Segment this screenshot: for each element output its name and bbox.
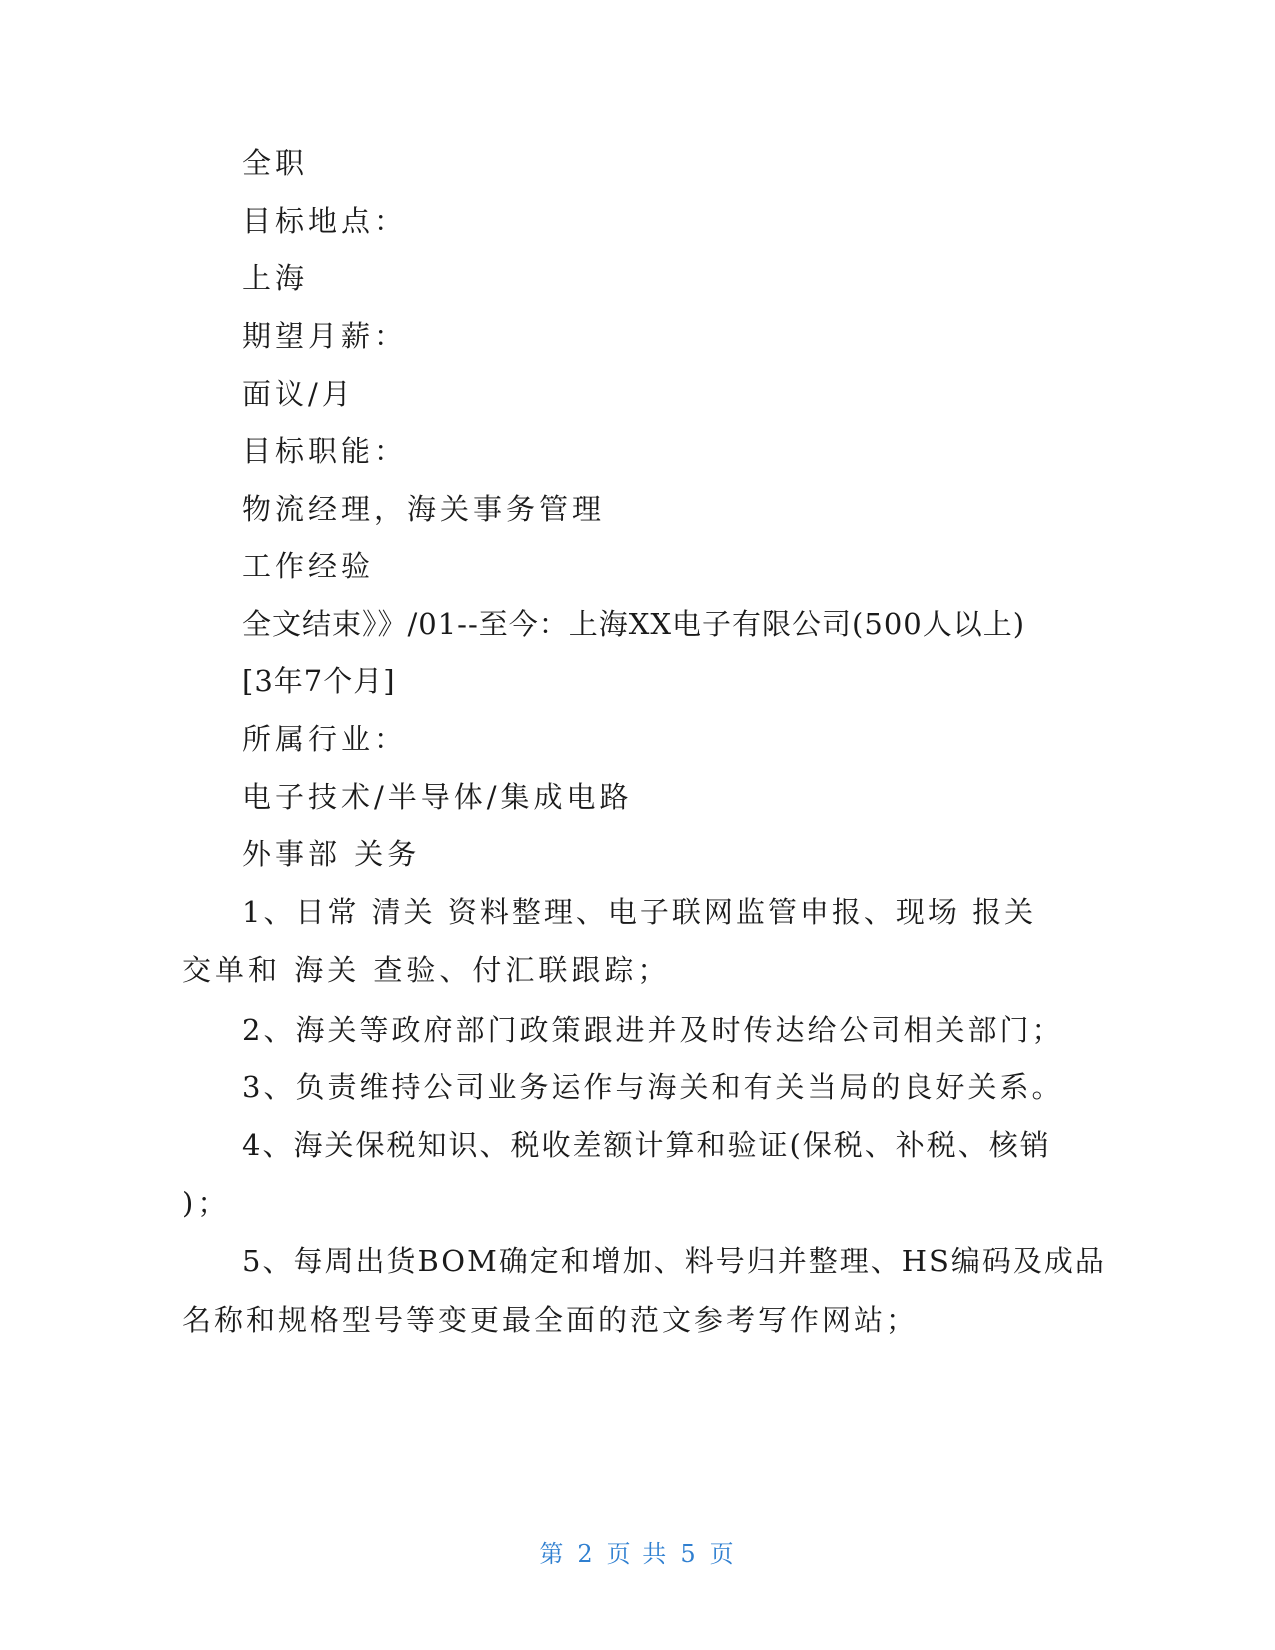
text-line-15: 交单和 海关 查验、付汇联跟踪； — [182, 953, 671, 987]
page-footer — [0, 1538, 1275, 1570]
text-line-7: 物流经理，海关事务管理 — [242, 492, 606, 526]
footer-prefix: 第 — [539, 1540, 566, 1568]
text-line-16: 2、海关等政府部门政策跟进并及时传达给公司相关部门； — [242, 1013, 1064, 1047]
text-line-1: 全职 — [242, 146, 309, 180]
text-line-13: 外事部 关务 — [242, 837, 421, 871]
text-line-12: 电子技术/半导体/集成电路 — [242, 780, 633, 814]
text-line-9: 全文结束》》/01--至今：上海XX电子有限公司(500人以上) — [242, 607, 1026, 641]
text-line-3: 上海 — [242, 261, 309, 295]
footer-mid: 页 共 — [606, 1540, 669, 1568]
text-line-17: 3、负责维持公司业务运作与海关和有关当局的良好关系。 — [242, 1070, 1064, 1104]
text-line-18: 4、海关保税知识、税收差额计算和验证(保税、补税、核销 — [242, 1128, 1051, 1162]
text-line-5: 面议/月 — [242, 377, 355, 411]
footer-suffix: 页 — [709, 1540, 736, 1568]
text-line-11: 所属行业： — [242, 722, 408, 756]
text-line-14: 1、日常 清关 资料整理、电子联网监管申报、现场 报关 — [242, 895, 1037, 929]
text-line-10: [3年7个月] — [242, 664, 396, 698]
text-line-20: 5、每周出货BOM确定和增加、料号归并整理、HS编码及成品 — [242, 1244, 1106, 1278]
text-line-8: 工作经验 — [242, 549, 375, 583]
text-line-4: 期望月薪： — [242, 319, 408, 353]
text-line-2: 目标地点： — [242, 204, 408, 238]
text-line-21: 名称和规格型号等变更最全面的范文参考写作网站； — [182, 1303, 919, 1337]
footer-total-pages: 5 — [680, 1540, 698, 1568]
footer-current-page: 2 — [577, 1540, 595, 1568]
text-line-6: 目标职能： — [242, 434, 408, 468]
text-line-19: )； — [182, 1186, 231, 1220]
